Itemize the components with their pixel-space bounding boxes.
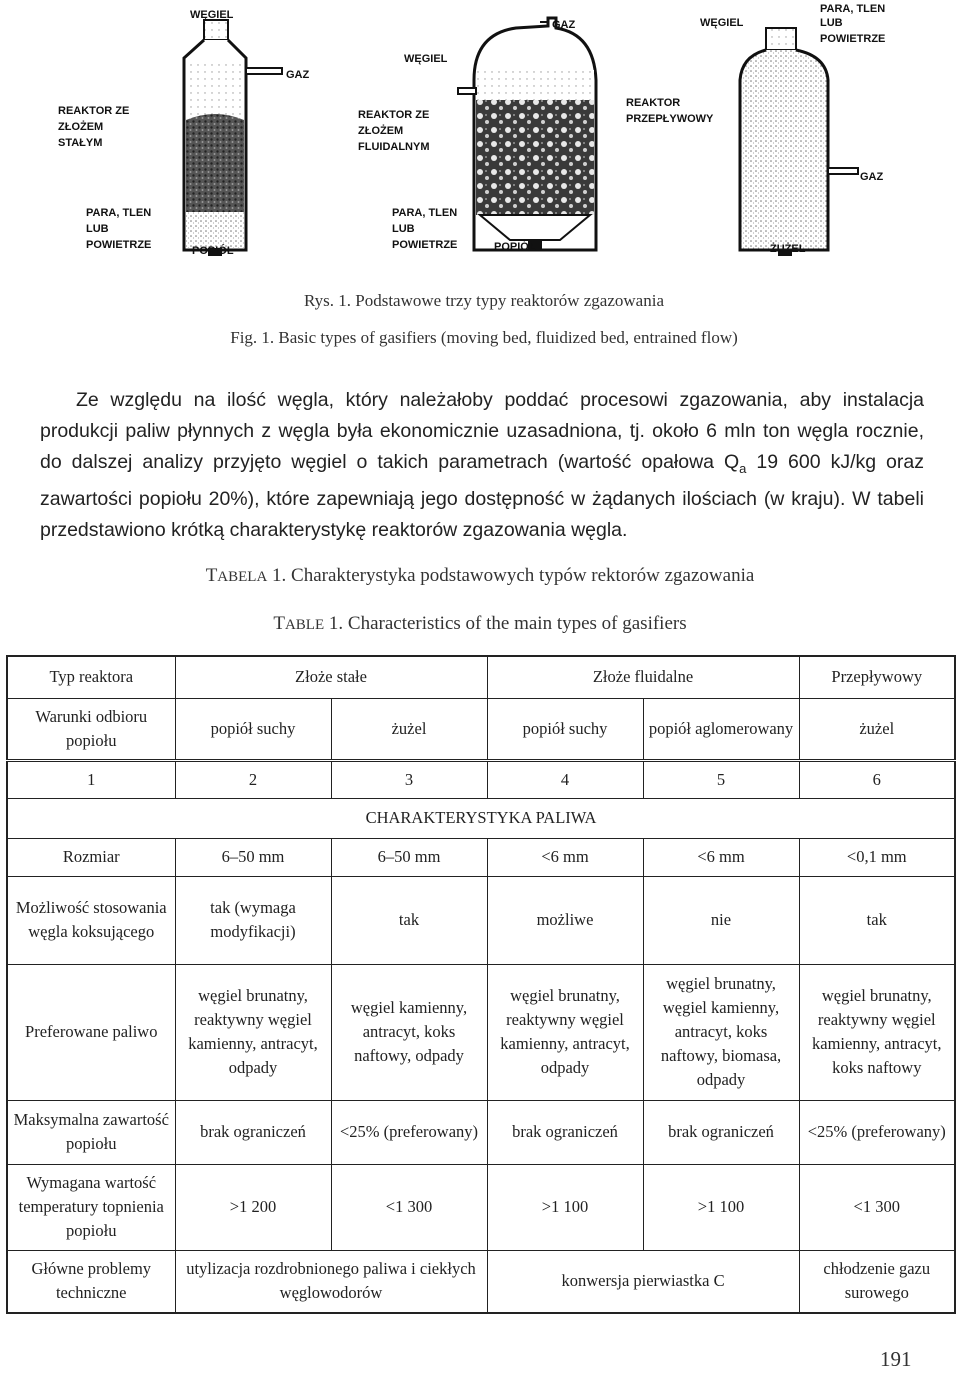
table-caption-en-smallcaps: ABLE [284,617,325,633]
table-row [7,964,955,1100]
body-paragraph [40,385,924,546]
fig-label-steam-2-line3: POWIETRZE [392,239,458,251]
header-reactor-type: Typ reaktora [7,656,175,698]
table-cell: brak ograniczeń [487,1100,643,1164]
fig-label-reactor-2-line3: FLUIDALNYM [358,141,430,153]
table-cell: >1 100 [643,1164,799,1250]
table-cell: węgiel brunatny, węgiel kamienny, antracyt, koks naftowy, biomasa, odpady [643,964,799,1100]
gasifier-table [6,655,954,1312]
column-number: 2 [175,760,331,798]
fig-label-reactor-1-line1: REAKTOR ZE [58,105,130,117]
header-fluidized-bed: Złoże fluidalne [487,656,799,698]
reactor-fixed-bed-drawing [184,20,282,256]
table-row-column-numbers [7,760,955,798]
table-cell: popiół suchy [487,698,643,760]
fig-label-slag-3: ŻUŻEL [770,243,806,255]
column-number: 6 [799,760,955,798]
table-cell: <0,1 mm [799,838,955,876]
fig-label-steam-1-line1: PARA, TLEN [86,207,152,219]
fig-label-reactor-2-line1: REAKTOR ZE [358,109,430,121]
table-caption-en-cap: T [273,613,285,634]
table-cell: brak ograniczeń [643,1100,799,1164]
reactor-entrained-flow-drawing [740,28,858,256]
table-cell: >1 200 [175,1164,331,1250]
fig-label-coal-2: WĘGIEL [404,53,448,65]
table-caption-pl-smallcaps: ABELA [217,569,268,585]
fig-label-steam-3-line2: LUB [820,17,843,29]
table-caption-en [0,613,960,635]
table-row [7,838,955,876]
table-caption-pl-cap: T [205,565,218,586]
fig-label-gas-1: GAZ [286,69,310,81]
fig-label-gas-3: GAZ [860,171,884,183]
table-cell: chłodzenie gazu surowego [799,1250,955,1313]
table-cell: węgiel brunatny, reaktywny węgiel kamienny, antracyt, odpady [487,964,643,1100]
fig-label-steam-1-line3: POWIETRZE [86,239,152,251]
paragraph-text-end: 19 600 kJ/kg oraz zawartości popiołu 20%), które zapewniają jego dostępność w żądanych ilościach (w kraju). W tabeli przedstawiono krótką charakterystykę reaktorów zgazowania węgla. [40,451,924,541]
table-cell: brak ograniczeń [175,1100,331,1164]
table-header-row [7,656,955,698]
table-row [7,1100,955,1164]
table-caption-pl [0,565,960,587]
fig-label-coal-3: WĘGIEL [700,17,744,29]
fig-label-gas-2: GAZ [552,19,576,31]
gasifier-figure [0,0,960,280]
table-cell: konwersja pierwiastka C [487,1250,799,1313]
table-caption-en-rest: 1. Characteristics of the main types of gasifiers [324,613,687,634]
row-label: Wymagana wartość temperatury topnienia popiołu [7,1164,175,1250]
fig-label-reactor-3-line1: REAKTOR [626,97,681,109]
table-cell: >1 100 [487,1164,643,1250]
table-cell: węgiel kamienny, antracyt, koks naftowy, odpady [331,964,487,1100]
table-cell: węgiel brunatny, reaktywny węgiel kamienny, antracyt, odpady [175,964,331,1100]
table-cell: popiół aglomerowany [643,698,799,760]
fig-label-ash-2: POPIÓŁ [494,241,536,253]
fig-label-steam-2-line1: PARA, TLEN [392,207,458,219]
table-cell: żużel [331,698,487,760]
row-label: Rozmiar [7,838,175,876]
table-cell: węgiel brunatny, reaktywny węgiel kamienny, antracyt, koks naftowy [799,964,955,1100]
table-section-row [7,798,955,838]
table-row [7,1164,955,1250]
table-cell: tak [799,876,955,964]
table-cell: nie [643,876,799,964]
table-cell: 6–50 mm [175,838,331,876]
column-number: 1 [7,760,175,798]
column-number: 3 [331,760,487,798]
table-cell: <1 300 [799,1164,955,1250]
fig-label-steam-2-line2: LUB [392,223,415,235]
table-row [7,876,955,964]
table-cell: <1 300 [331,1164,487,1250]
table-cell: tak (wymaga modyfikacji) [175,876,331,964]
row-label: Maksymalna zawartość popiołu [7,1100,175,1164]
row-label: Możliwość stosowania węgla koksującego [7,876,175,964]
fig-label-ash-1: POPIÓŁ [192,245,234,257]
row-label: Preferowane paliwo [7,964,175,1100]
header-fixed-bed: Złoże stałe [175,656,487,698]
figure-caption-en: Fig. 1. Basic types of gasifiers (moving bed, fluidized bed, entrained flow) [230,328,738,347]
table-cell: utylizacja rozdrobnionego paliwa i ciekłych węglowodorów [175,1250,487,1313]
section-heading-fuel: CHARAKTERYSTYKA PALIWA [7,798,955,838]
column-number: 4 [487,760,643,798]
table-caption-pl-rest: 1. Charakterystyka podstawowych typów rektorów zgazowania [267,565,755,586]
table-row-problems [7,1250,955,1313]
table-cell: <25% (preferowany) [799,1100,955,1164]
table-cell: 6–50 mm [331,838,487,876]
fig-label-reactor-1-line2: ZŁOŻEM [58,121,104,133]
fig-label-steam-3-line3: POWIETRZE [820,33,886,45]
fig-label-coal-1: WĘGIEL [190,9,234,21]
fig-label-reactor-2-line2: ZŁOŻEM [358,125,404,137]
fig-label-reactor-1-line3: STAŁYM [58,137,103,149]
table-cell: <6 mm [487,838,643,876]
table-cell: <6 mm [643,838,799,876]
table-cell: żużel [799,698,955,760]
paragraph-subscript: a [739,460,747,476]
fig-label-steam-1-line2: LUB [86,223,109,235]
table-cell: możliwe [487,876,643,964]
paragraph-text-start: Ze względu na ilość węgla, który należałoby poddać procesowi zgazowania, aby instalacja produkcji paliw płynnych z węgla była ekonomicznie uzasadniona, tj. około 6 mln ton węgla rocznie, do dalszej analizy przyjęto węgiel o takich parametrach (wartość opałowa Q [40,389,924,473]
row-label: Główne problemy techniczne [7,1250,175,1313]
table-cell: popiół suchy [175,698,331,760]
table-cell: tak [331,876,487,964]
column-number: 5 [643,760,799,798]
page-number: 191 [880,1347,912,1371]
reactor-fluidized-bed-drawing [458,18,596,250]
header-entrained-flow: Przepływowy [799,656,955,698]
fig-label-reactor-3-line2: PRZEPŁYWOWY [626,113,714,125]
table-cell: <25% (preferowany) [331,1100,487,1164]
row-label: Warunki odbioru popiołu [7,698,175,760]
table-row-ash-conditions [7,698,955,760]
figure-caption-pl: Rys. 1. Podstawowe trzy typy reaktorów zgazowania [303,291,664,310]
fig-label-steam-3-line1: PARA, TLEN [820,3,886,15]
